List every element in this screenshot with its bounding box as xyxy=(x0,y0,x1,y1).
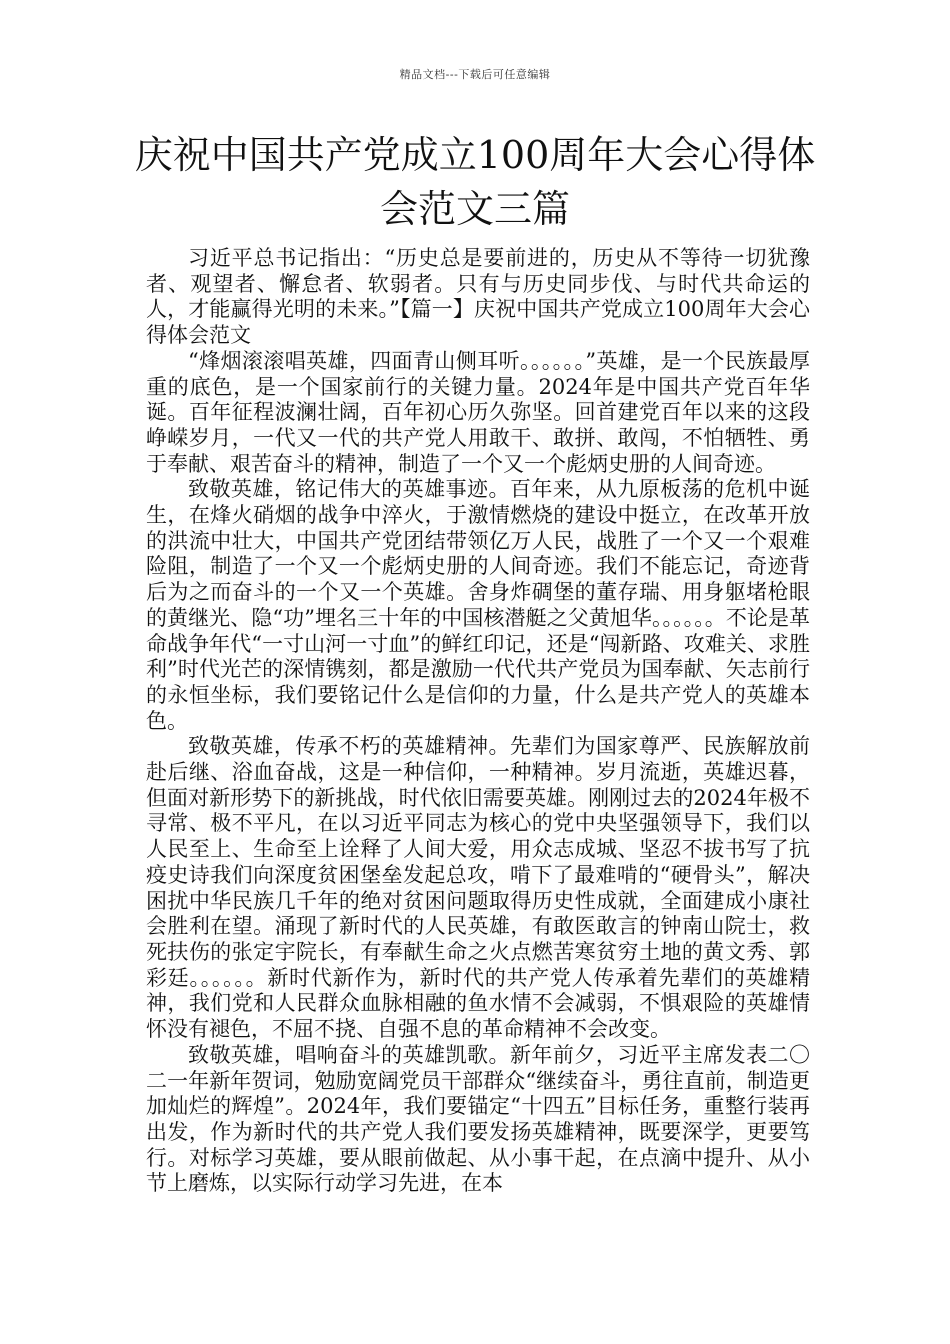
page-header-note: 精品文档---下载后可任意编辑 xyxy=(399,68,551,81)
paragraph-inherit-spirit: 致敬英雄，传承不朽的英雄精神。先辈们为国家尊严、民族解放前赴后继、浴血奋战，这是一种信仰，一种精神。岁月流逝，英雄迟暮，但面对新形势下的新挑战，时代依旧需要英雄。刚刚过去的2024年极不寻常、极不平凡，在以习近平同志为核心的党中央坚强领导下，我们以人民至上、生命至上诠释了人间大爱，用众志成城、坚忍不拔书写了抗疫史诗我们向深度贫困堡垒发起总攻，啃下了最难啃的“硬骨头”，解决困扰中华民族几千年的绝对贫困问题取得历史性成就，全面建成小康社会胜利在望。涌现了新时代的人民英雄，有敢医敢言的钟南山院士，救死扶伤的张定宇院长，有奉献生命之火点燃苦寒贫穷土地的黄文秀、郭彩廷。。。。。。新时代新作为，新时代的共产党人传承着先辈们的英雄精神，我们党和人民群众血脉相融的鱼水情不会减弱，不惧艰险的英雄情怀没有褪色，不屈不挠、自强不息的革命精神不会改变。 xyxy=(146,734,810,1042)
paragraph-remember-deeds: 致敬英雄，铭记伟大的英雄事迹。百年来，从九原板荡的危机中诞生，在烽火硝烟的战争中淬火，于激情燃烧的建设中挺立，在改革开放的洪流中壮大，中国共产党团结带领亿万人民，战胜了一个又一个艰难险阻，制造了一个又一个彪炳史册的人间奇迹。我们不能忘记，奇迹背后为之而奋斗的一个又一个英雄。舍身炸碉堡的董存瑞、用身躯堵枪眼的黄继光、隐“功”埋名三十年的中国核潜艇之父黄旭华。。。。。。不论是革命战争年代“一寸山河一寸血”的鲜红印记，还是“闯新路、攻难关、求胜利”时代光芒的深情镌刻，都是激励一代代共产党员为国奉献、矢志前行的永恒坐标，我们要铭记什么是信仰的力量，什么是共产党人的英雄本色。 xyxy=(146,477,810,733)
document-body xyxy=(146,246,810,1197)
paragraph-heroes-song: “烽烟滚滚唱英雄，四面青山侧耳听。。。。。。”英雄，是一个民族最厚重的底色，是一个国家前行的关键力量。2024年是中国共产党百年华诞。百年征程波澜壮阔，百年初心历久弥坚。回首建党百年以来的这段峥嵘岁月，一代又一代的共产党人用敢干、敢拼、敢闯，不怕牺牲、勇于奉献、艰苦奋斗的精神，制造了一个又一个彪炳史册的人间奇迹。 xyxy=(146,348,810,476)
paragraph-intro: 习近平总书记指出：“历史总是要前进的，历史从不等待一切犹豫者、观望者、懈怠者、软弱者。只有与历史同步伐、与时代共命运的人，才能赢得光明的未来。”【篇一】庆祝中国共产党成立100周年大会心得体会范文 xyxy=(146,246,810,348)
paragraph-sing-struggle: 致敬英雄，唱响奋斗的英雄凯歌。新年前夕，习近平主席发表二〇二一年新年贺词，勉励宽阔党员干部群众“继续奋斗，勇往直前，制造更加灿烂的辉煌”。2024年，我们要锚定“十四五”目标任务，重整行装再出发，作为新时代的共产党人我们要发扬英雄精神，既要深学，更要笃行。对标学习英雄，要从眼前做起、从小事干起，在点滴中提升、从小节上磨炼，以实际行动学习先进，在本 xyxy=(146,1042,810,1196)
document-title: 庆祝中国共产党成立100周年大会心得体会范文三篇 xyxy=(134,133,816,231)
